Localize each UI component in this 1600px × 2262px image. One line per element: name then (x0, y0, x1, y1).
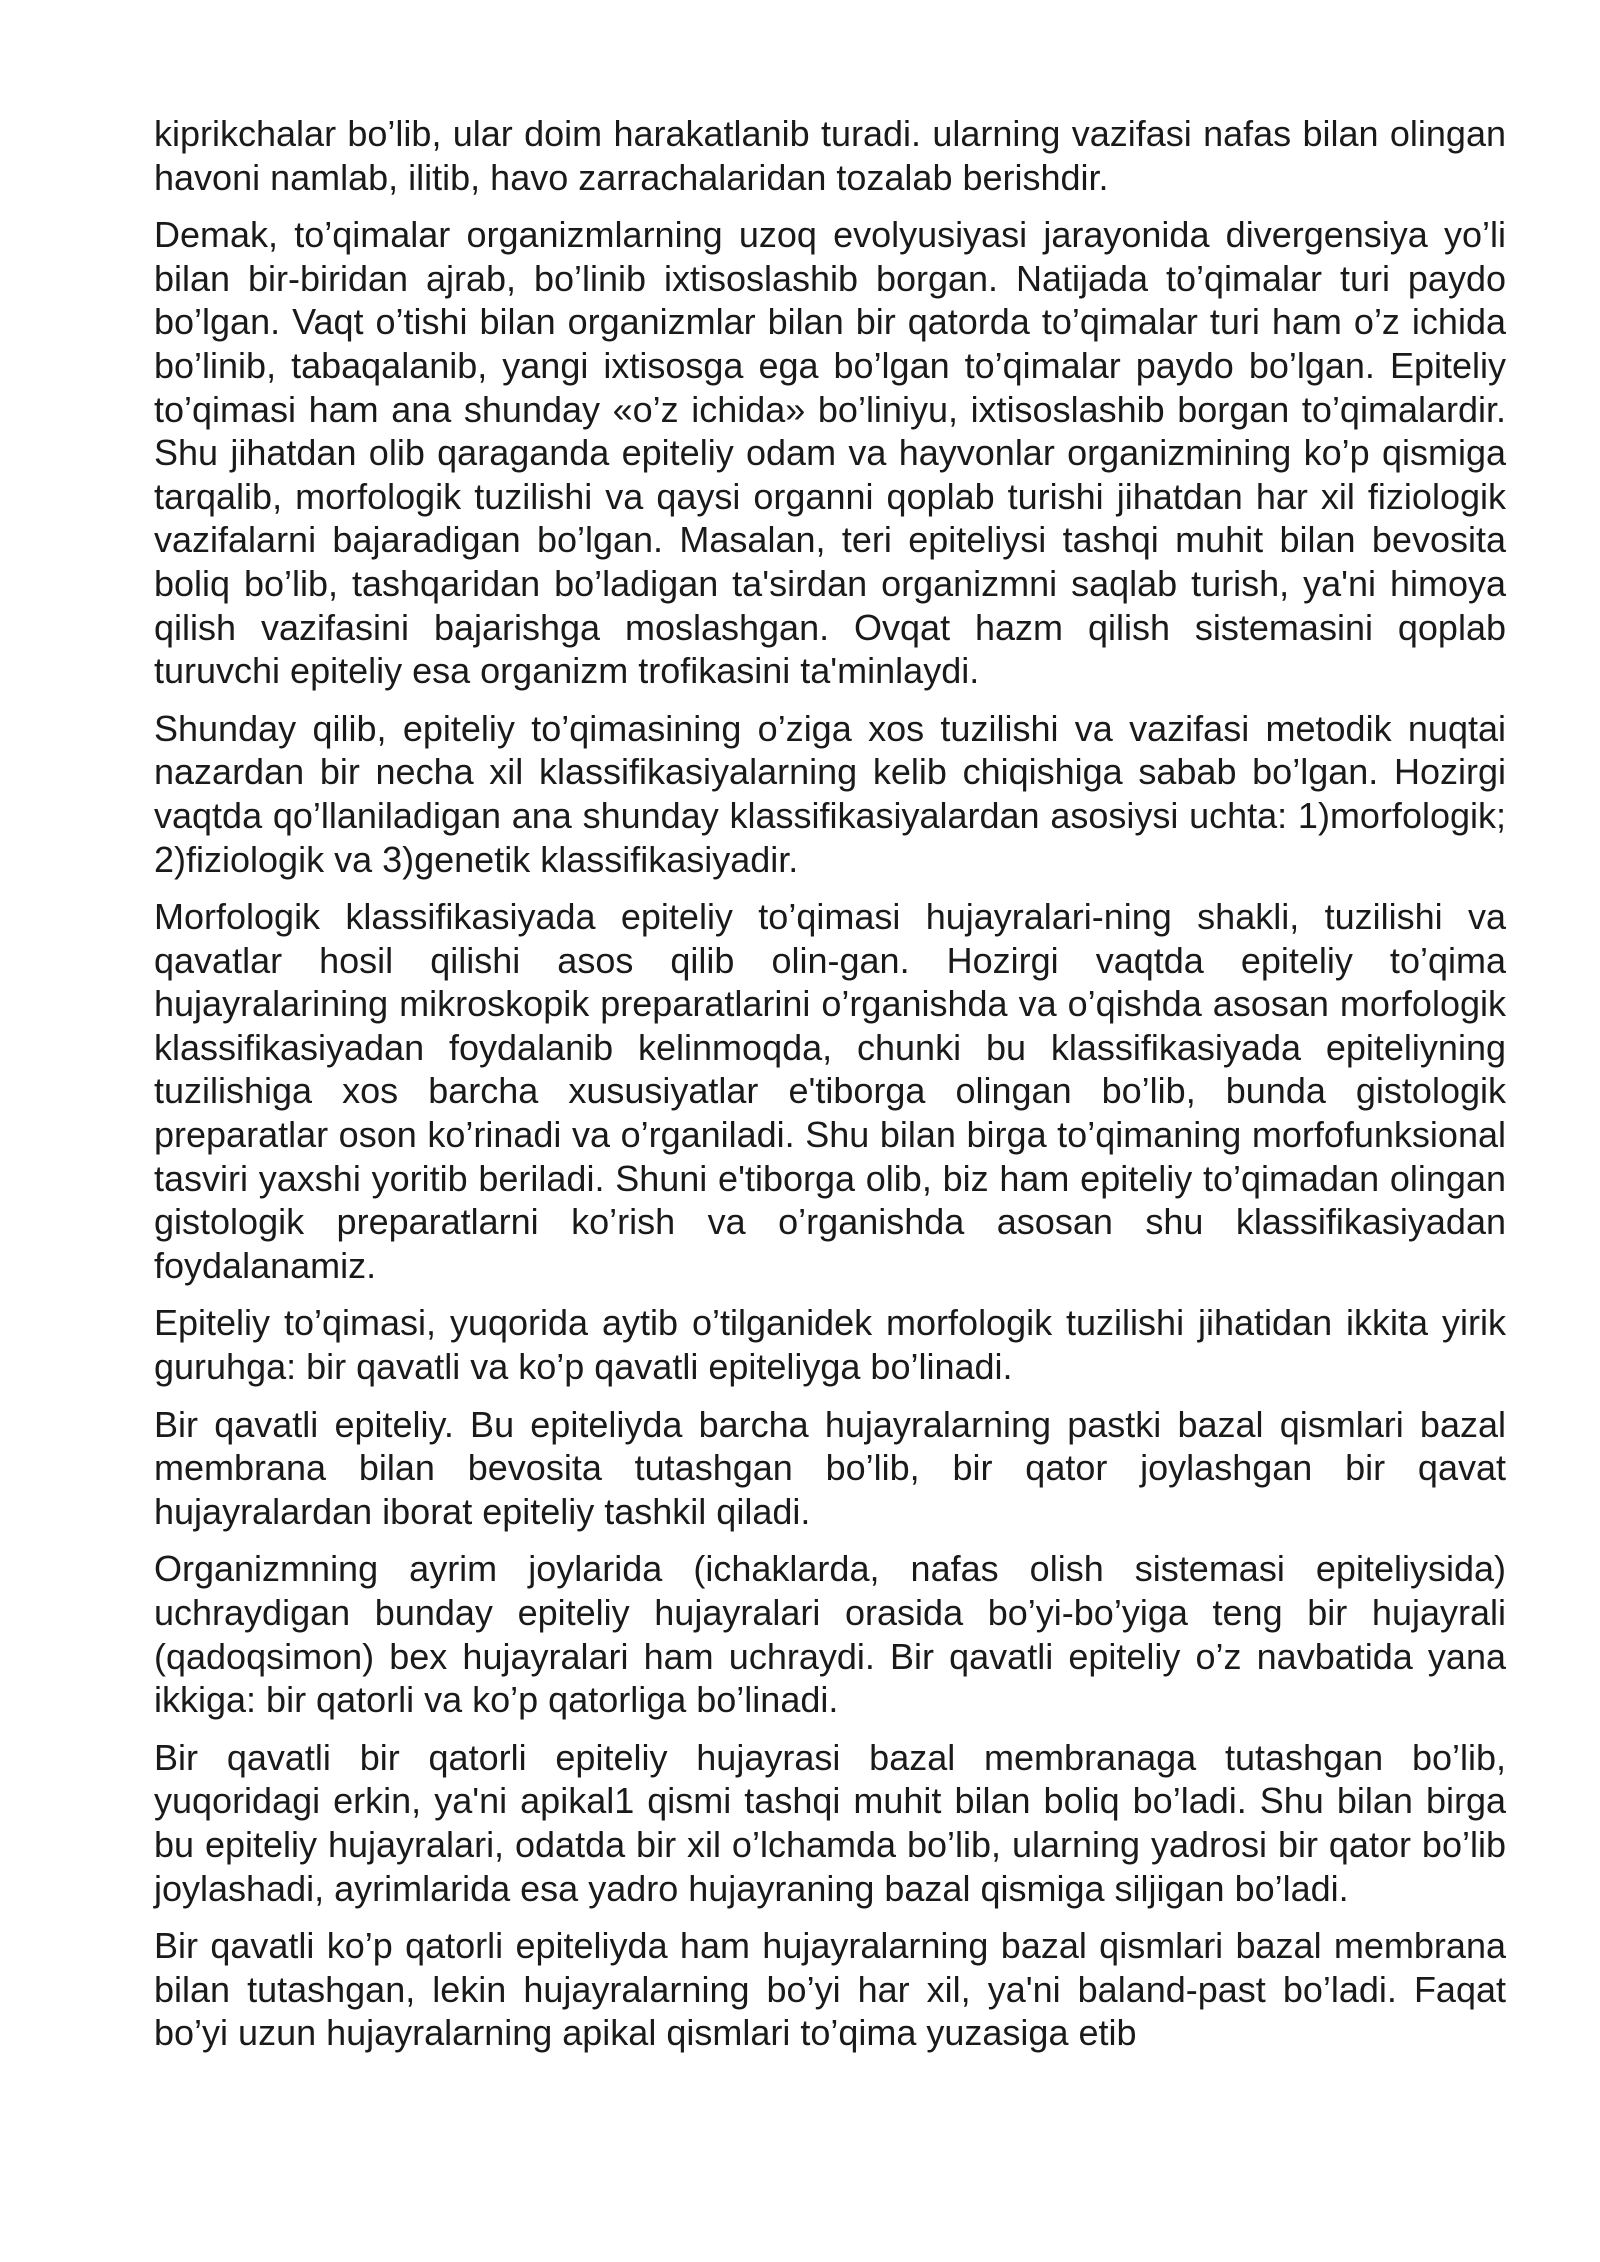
paragraph-5: Epiteliy to’qimasi, yuqorida aytib o’tilganidek morfologik tuzilishi jihatidan ikkita yirik guruhga: bir qavatli va ko’p qavatli epiteliyga bo’linadi. (154, 1302, 1506, 1388)
paragraph-8: Bir qavatli bir qatorli epiteliy hujayrasi bazal membranaga tutashgan bo’lib, yuqoridagi erkin, ya'ni apikal1 qismi tashqi muhit bilan boliq bo’ladi. Shu bilan birga bu epiteliy hujayralari, odatda bir xil o’lchamda bo’lib, ularning yadrosi bir qator bo’lib joylashadi, ayrimlarida esa yadro hujayraning bazal qismiga siljigan bo’ladi. (154, 1736, 1506, 1909)
document-page (154, 112, 1506, 2069)
paragraph-7: Organizmning ayrim joylarida (ichaklarda, nafas olish sistemasi epiteliysida) uchraydigan bunday epiteliy hujayralari orasida bo’yi-bo’yiga teng bir hujayrali (qadoqsimon) bex hujayralari ham uchraydi. Bir qavatli epiteliy o’z navbatida yana ikkiga: bir qatorli va ko’p qatorliga bo’linadi. (154, 1548, 1506, 1721)
paragraph-4: Morfologik klassifikasiyada epiteliy to’qimasi hujayralari-ning shakli, tuzilishi va qavatlar hosil qilishi asos qilib olin-gan. Hozirgi vaqtda epiteliy to’qima hujayralarining mikroskopik preparatlarini o’rganishda va o’qishda asosan morfologik klassifikasiyadan foydalanib kelinmoqda, chunki bu klassifikasiyada epiteliyning tuzilishiga xos barcha xususiyatlar e'tiborga olingan bo’lib, bunda gistologik preparatlar oson ko’rinadi va o’rganiladi. Shu bilan birga to’qimaning morfofunksional tasviri yaxshi yoritib beriladi. Shuni e'tiborga olib, biz ham epiteliy to’qimadan olingan gistologik preparatlarni ko’rish va o’rganishda asosan shu klassifikasiyadan foydalanamiz. (154, 896, 1506, 1286)
paragraph-3: Shunday qilib, epiteliy to’qimasining o’ziga xos tuzilishi va vazifasi metodik nuqtai nazardan bir necha xil klassifikasiyalarning kelib chiqishiga sabab bo’lgan. Hozirgi vaqtda qo’llaniladigan ana shunday klassifikasiyalardan asosiysi uchta: 1)morfologik; 2)fiziologik va 3)genetik klassifikasiyadir. (154, 707, 1506, 880)
paragraph-1: kiprikchalar bo’lib, ular doim harakatlanib turadi. ularning vazifasi nafas bilan olingan havoni namlab, ilitib, havo zarrachalaridan tozalab berishdir. (154, 113, 1506, 198)
paragraph-2: Demak, to’qimalar organizmlarning uzoq evolyusiyasi jarayonida divergensiya yo’li bilan bir-biridan ajrab, bo’linib ixtisoslashib borgan. Natijada to’qimalar turi paydo bo’lgan. Vaqt o’tishi bilan organizmlar bilan bir qatorda to’qimalar turi ham o’z ichida bo’linib, tabaqalanib, yangi ixtisosga ega bo’lgan to’qimalar paydo bo’lgan. Epiteliy to’qimasi ham ana shunday «o’z ichida» bo’liniyu, ixtisoslashib borgan to’qimalardir. Shu jihatdan olib qaraganda epiteliy odam va hayvonlar organizmining ko’p qismiga tarqalib, morfologik tuzilishi va qaysi organni qoplab turishi jihatdan har xil fiziologik vazifalarni bajaradigan bo’lgan. Masalan, teri epiteliysi tashqi muhit bilan bevosita boliq bo’lib, tashqaridan bo’ladigan ta'sirdan organizmni saqlab turish, ya'ni himoya qilish vazifasini bajarishga moslashgan. Ovqat hazm qilish sistemasini qoplab turuvchi epiteliy esa organizm trofikasini ta'minlaydi. (154, 214, 1506, 692)
paragraph-6: Bir qavatli epiteliy. Bu epiteliyda barcha hujayralarning pastki bazal qismlari bazal membrana bilan bevosita tutashgan bo’lib, bir qator joylashgan bir qavat hujayralardan iborat epiteliy tashkil qiladi. (154, 1403, 1506, 1532)
paragraph-9: Bir qavatli ko’p qatorli epiteliyda ham hujayralarning bazal qismlari bazal membrana bilan tutashgan, lekin hujayralarning bo’yi har xil, ya'ni baland-past bo’ladi. Faqat bo’yi uzun hujayralarning apikal qismlari to’qima yuzasiga etib (154, 1925, 1506, 2054)
